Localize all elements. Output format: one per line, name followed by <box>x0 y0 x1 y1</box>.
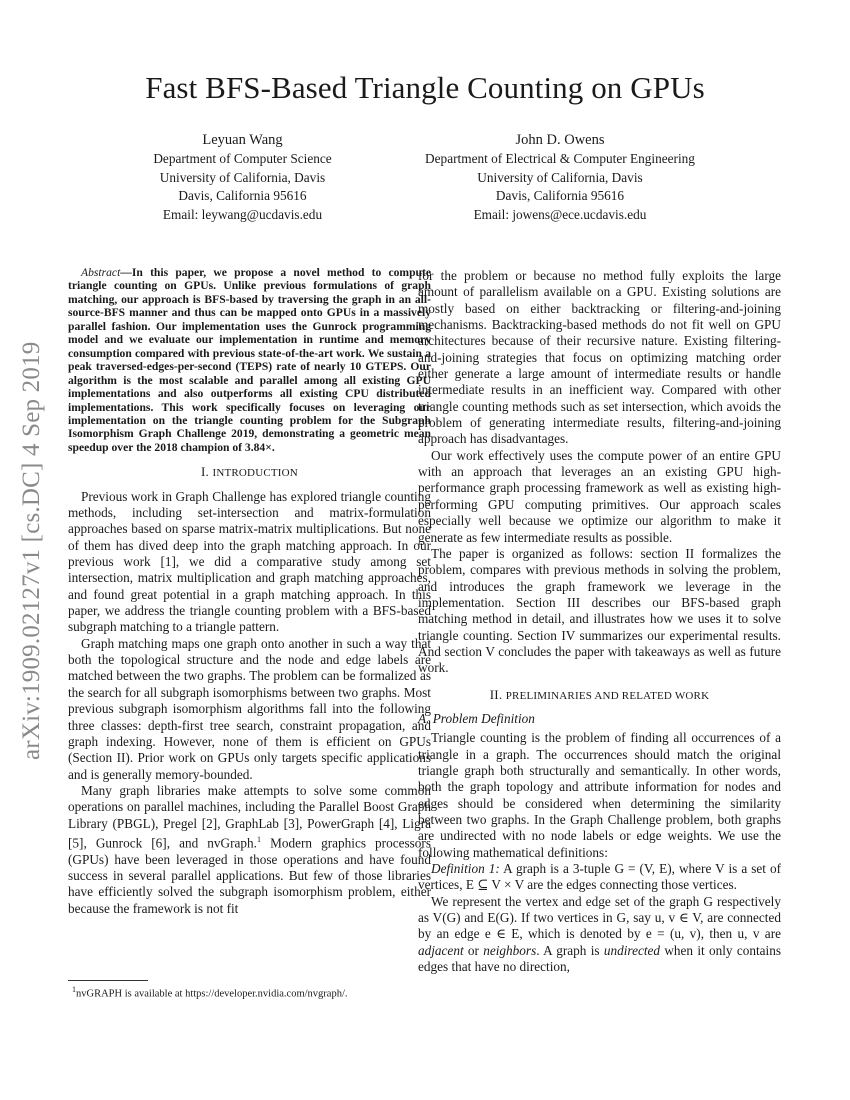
author-email: Email: leywang@ucdavis.edu <box>162 206 323 222</box>
intro-paragraph-2: Graph matching maps one graph onto another in such a way that both the topological structure and the node and edge labels are matched between the two graphs. The problem can be formalized as the search for all subgraph isomorphisms between two graphs. Most previous subgraph isomorphism algorithms fall into the following three classes: depth-first tree search, constraint propagation, and graph indexing. However, none of them is efficient on GPUs (Section II). Prior work on GPUs only targets specific applications and is generally memory-bounded. <box>68 635 431 782</box>
arxiv-identifier: arXiv:1909.02127v1 [cs.DC] 4 Sep 2019 <box>18 341 45 760</box>
prob-p2-c: when it only contains edges that have no direction, <box>418 942 781 975</box>
prob-p2-a: We represent the vertex and edge set of the graph G respectively as V(G) and E(G). If two vertices in G, say u, v ∈ V, are connected by an edge e ∈ E, which is denoted by e = (u, v), then u, v are <box>418 893 781 942</box>
footnote <box>72 985 348 1000</box>
intro-p3-a: Many graph libraries make attempts to solve some common operations on parallel machines, including the Parallel Boost Graph Library (PBGL), Pregel [2], GraphLab [3], PowerGraph [4], Ligra [5], Gunrock [6], and nvGraph. <box>68 782 431 851</box>
word-or: or <box>463 942 484 958</box>
problem-paragraph-1: Triangle counting is the problem of finding all occurrences of a triangle in a graph. The occurrences should match the original triangle graph both structurally and semantically. In other words, both the graph topology and attribute information for nodes and edges should be considered when determining the similarity between two graphs. In the Graph Challenge problem, both graphs are undirected with no node labels or edge weights. We use the following mathematical definitions: <box>418 730 781 860</box>
right-paragraph-2: Our work effectively uses the compute power of an entire GPU with an approach that leverages an an existing GPU high-performance graph processing framework as well as existing high-performing GPU computing primitives. Our approach scales especially well because we optimize our algorithm to make it generate as few intermediate results as possible. <box>418 447 781 545</box>
paper-title: Fast BFS-Based Triangle Counting on GPUs <box>145 70 705 105</box>
footnote-number: 1 <box>72 985 76 994</box>
section-heading-introduction <box>68 464 431 481</box>
author-univ: University of California, Davis <box>477 169 643 185</box>
abstract-text: —In this paper, we propose a novel method to compute triangle counting on GPUs. Unlike previous formulations of graph matching, our approach is BFS-based by traversing the graph in an all-source-BFS manner and thus can be mapped onto GPUs in a massively parallel fashion. Our implementation uses the Gunrock programming model and we evaluate our implementation in runtime and memory consumption compared with previous state-of-the-art work. We sustain a peak traversed-edges-per-second (TEPS) rate of nearly 10 GTEPS. Our algorithm is the most scalable and parallel among all existing GPU implementations and also outperforms all existing CPU distributed implementations. This work specifically focuses on leveraging our implementation on the triangle counting problem for the Subgraph Isomorphism Graph Challenge 2019, demonstrating a geometric mean speedup over the 2018 champion of 3.84×. <box>68 266 431 454</box>
author-name: Leyuan Wang <box>202 132 283 148</box>
author-block-2 <box>400 130 720 224</box>
subsection-heading: A. Problem Definition <box>418 710 535 726</box>
author-email: Email: jowens@ece.ucdavis.edu <box>473 206 647 222</box>
term-neighbors: neighbors <box>483 942 537 958</box>
author-block-1 <box>130 130 355 224</box>
right-paragraph-1: for the problem or because no method fully exploits the large amount of parallelism available on a GPU. Existing solutions are mostly based on either backtracking or filtering-and-joining mechanisms. Backtracking-based methods do not fit well on GPU architectures because of their recursive nature. Existing filtering-and-joining strategies that focus on optimizing matching order either generate a large amount of intermediate results or handle intermediate results in an inefficient way. Compared with other triangle counting methods such as set intersection, which avoids the problem of generating intermediate results, filtering-and-joining approach has disadvantages. <box>418 268 781 447</box>
author-dept: Department of Electrical & Computer Engineering <box>425 151 695 166</box>
section-heading-preliminaries <box>418 687 781 704</box>
definition-1 <box>418 861 781 894</box>
definition-label: Definition 1: <box>431 861 500 877</box>
prob-p2-b: . A graph is <box>536 942 604 958</box>
author-addr: Davis, California 95616 <box>495 188 625 203</box>
section-number: II. <box>489 686 503 702</box>
problem-paragraph-2 <box>418 894 781 976</box>
section-title: PRELIMINARIES AND RELATED WORK <box>505 689 710 702</box>
term-adjacent: adjacent <box>418 942 464 958</box>
author-dept: Department of Computer Science <box>153 151 332 166</box>
left-column <box>68 266 431 917</box>
footnote-text: nvGRAPH is available at https://developer.nvidia.com/nvgraph/. <box>76 988 348 1000</box>
intro-p3-b: Modern graphics processors (GPUs) have been leveraged in those operations and have found success in several parallel applications. But few of those libraries have efficiently solved the subgraph isomorphism problem, either because the framework is not fit <box>68 835 431 916</box>
abstract <box>68 266 431 454</box>
definition-text: A graph is a 3-tuple G = (V, E), where V is a set of vertices, E ⊆ V × V are the edges connecting those vertices. <box>418 861 781 893</box>
intro-paragraph-1: Previous work in Graph Challenge has explored triangle counting methods, including set-intersection and matrix-formulation approaches based on sparse matrix-matrix multiplications. But none of them has dived deep into the graph matching approach. In our previous work [1], we did a comparative study among set intersection, matrix multiplication and graph matching approaches, and found great potential in a graph matching approach. In this paper, we address the triangle counting problem with a BFS-based subgraph matching to a triangle pattern. <box>68 488 431 635</box>
right-column <box>418 268 781 975</box>
section-title: INTRODUCTION <box>212 467 298 480</box>
term-undirected: undirected <box>603 942 661 958</box>
right-paragraph-3: The paper is organized as follows: section II formalizes the problem, compares with previous methods in solving the problem, and introduces the graph framework we leverage in the implementation. Section III describes our BFS-based graph matching method in detail, and illustrates how we uses it to solve triangle counting. Section IV summarizes our experimental results. And section V concludes the paper with takeaways as well as future work. <box>418 545 781 676</box>
footnote-rule <box>68 980 148 981</box>
intro-paragraph-3 <box>68 783 431 917</box>
footnote-marker: 1 <box>257 834 261 844</box>
author-name: John D. Owens <box>515 132 605 148</box>
author-univ: University of California, Davis <box>159 169 326 185</box>
section-number: I. <box>201 464 209 480</box>
author-addr: Davis, California 95616 <box>178 188 307 203</box>
abstract-lead: Abstract <box>81 266 121 279</box>
